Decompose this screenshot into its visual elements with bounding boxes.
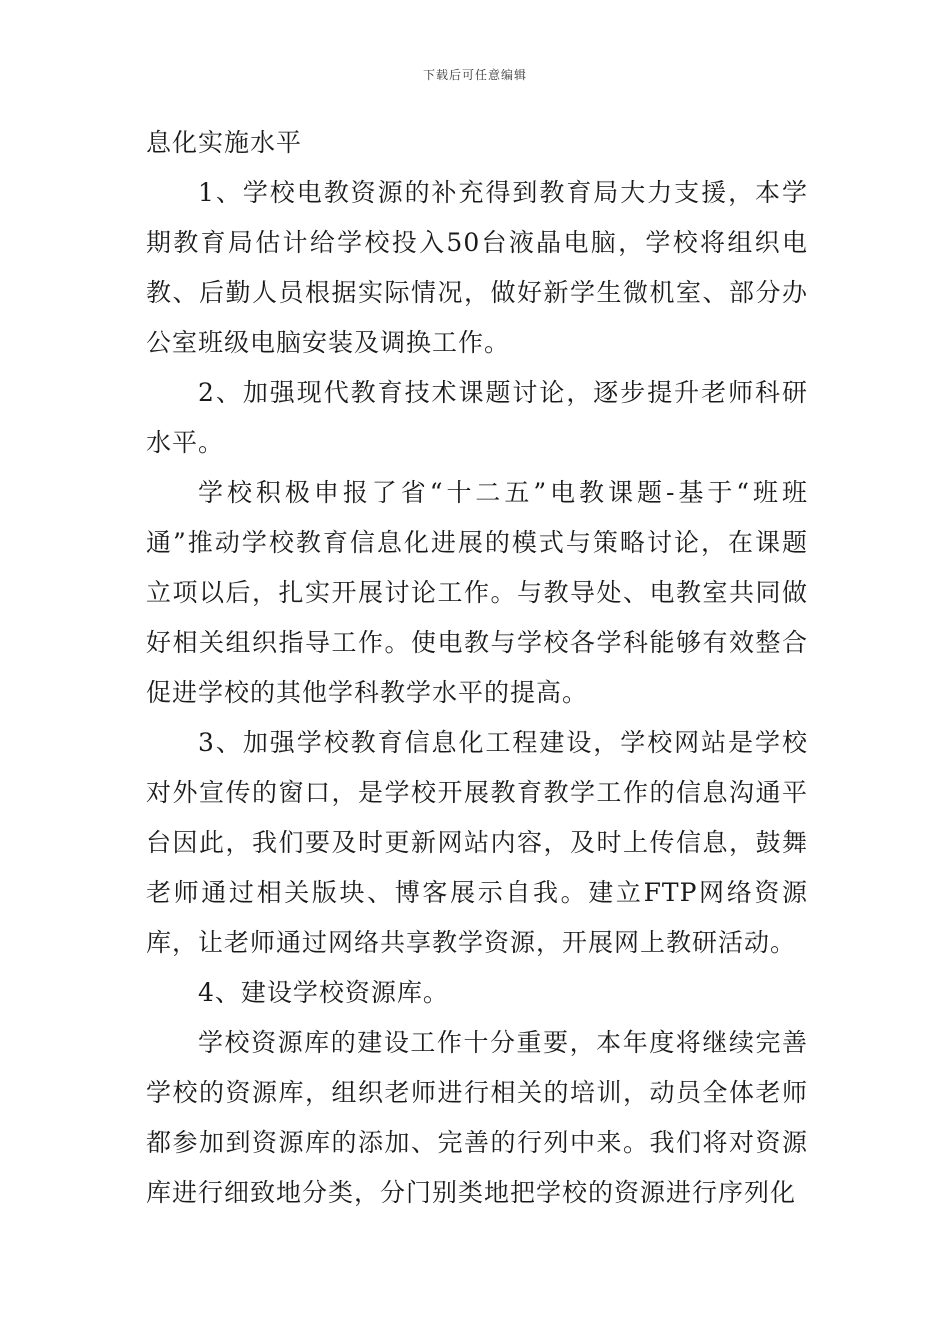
paragraph-item-1: 1、学校电教资源的补充得到教育局大力支援，本学期教育局估计给学校投入50台液晶电脑，学校将组织电教、后勤人员根据实际情况，做好新学生微机室、部分办公室班级电脑安装及调换工作。 <box>146 178 808 357</box>
paragraph-item-4-detail: 学校资源库的建设工作十分重要，本年度将继续完善学校的资源库，组织老师进行相关的培训，动员全体老师都参加到资源库的添加、完善的行列中来。我们将对资源库进行细致地分类，分门别类地把学校的资源进行序列化 <box>146 1028 808 1207</box>
document-body <box>146 118 808 1218</box>
header-note: 下载后可任意编辑 <box>422 68 527 82</box>
paragraph-item-2-detail: 学校积极申报了省“十二五”电教课题-基于“班班通”推动学校教育信息化进展的模式与策略讨论，在课题立项以后，扎实开展讨论工作。与教导处、电教室共同做好相关组织指导工作。使电教与学校各学科能够有效整合促进学校的其他学科教学水平的提高。 <box>146 478 808 707</box>
paragraph-item-3: 3、加强学校教育信息化工程建设，学校网站是学校对外宣传的窗口，是学校开展教育教学工作的信息沟通平台因此，我们要及时更新网站内容，及时上传信息，鼓舞老师通过相关版块、博客展示自我。建立FTP网络资源库，让老师通过网络共享教学资源，开展网上教研活动。 <box>146 728 808 957</box>
paragraph-item-4: 4、建设学校资源库。 <box>198 978 449 1007</box>
paragraph-item-2: 2、加强现代教育技术课题讨论，逐步提升老师科研水平。 <box>146 378 808 457</box>
paragraph-continuation: 息化实施水平 <box>146 128 303 157</box>
